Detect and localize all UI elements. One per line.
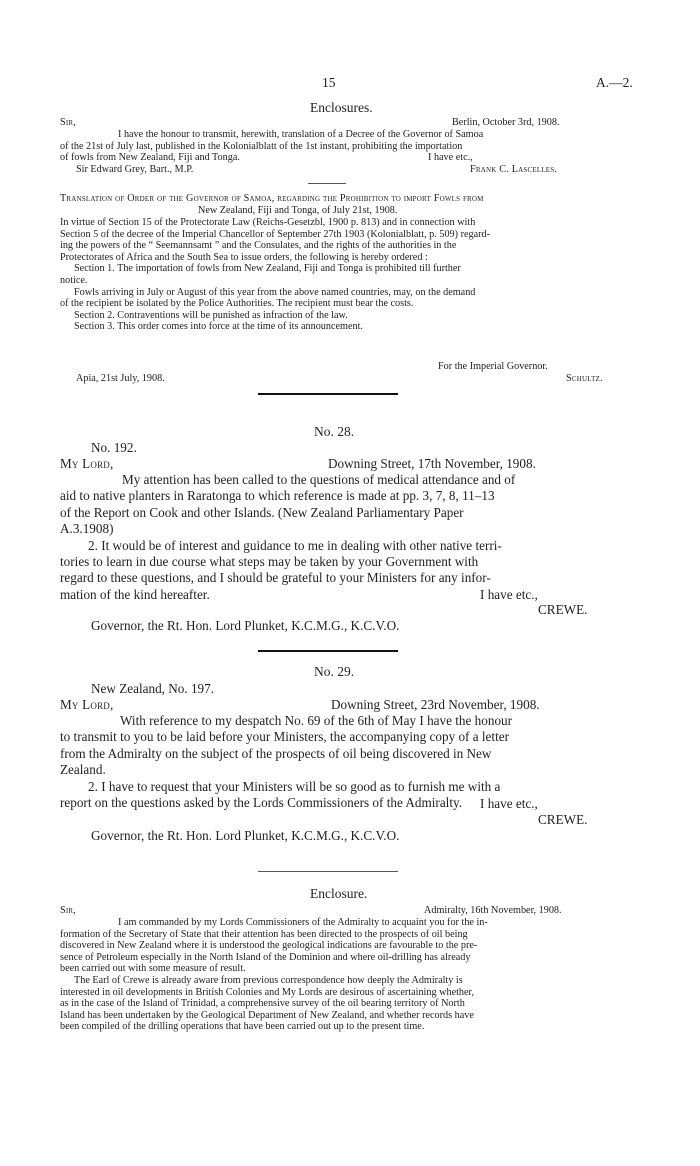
body-line: A.3.1908) — [60, 521, 114, 537]
body-line: Island has been undertaken by the Geological Department of New Zealand, and whether records have — [60, 1009, 474, 1021]
salutation: Sir, — [60, 905, 77, 916]
closing: I have etc., — [428, 152, 473, 163]
place-date: Downing Street, 17th November, 1908. — [328, 456, 536, 471]
body-line: The Earl of Crewe is already aware from previous correspondence how deeply the Admiralty is — [74, 974, 463, 986]
body-line: notice. — [60, 274, 88, 286]
body-line: With reference to my despatch No. 69 of the 6th of May I have the honour — [120, 713, 513, 728]
despatch-heading: No. 29. — [314, 664, 355, 679]
body-line: report on the questions asked by the Lords Commissioners of the Admiralty. — [60, 795, 463, 811]
document-reference: A.—2. — [596, 75, 633, 90]
body-line: My attention has been called to the questions of medical attendance and of — [122, 472, 516, 487]
section-rule — [258, 871, 398, 872]
section-rule — [258, 393, 398, 395]
place-date: Admiralty, 16th November, 1908. — [424, 905, 562, 916]
place-date: Apia, 21st July, 1908. — [76, 373, 165, 384]
despatch-body — [60, 472, 616, 603]
signature: Schultz. — [566, 373, 603, 384]
body-line: Fowls arriving in July or August of this year from the above named countries, may, on the demand — [74, 286, 476, 298]
salutation: Sir, — [60, 117, 77, 128]
body-line: from the Admiralty on the subject of the prospects of oil being discovered in New — [60, 745, 492, 761]
body-line: ing the powers of the “ Seemannsamt ” and the Consulates, and the rights of the authorities in the — [60, 240, 457, 252]
for-line: For the Imperial Governor. — [438, 361, 548, 372]
body-line: formation of the Secretary of State that their attention has been directed to the prospects of oil being — [60, 928, 468, 940]
signature: CREWE. — [538, 602, 588, 617]
translation-title: Translation of Order of the Governor of Samoa, regarding the Prohibition to import Fowls from — [60, 193, 484, 204]
body-line: Section 2. Contraventions will be punished as infraction of the law. — [74, 309, 348, 321]
body-line: tories to learn in due course what steps may be taken by your Government with — [60, 554, 479, 570]
body-line: aid to native planters in Raratonga to which reference is made at pp. 3, 7, 8, 11–13 — [60, 488, 495, 504]
body-line: Section 5 of the decree of the Imperial Chancellor of September 27th 1903 (Kolonialblatt, p. 509) regard- — [60, 228, 490, 240]
recipient: Governor, the Rt. Hon. Lord Plunket, K.C.M.G., K.C.V.O. — [91, 828, 400, 843]
place-date: Berlin, October 3rd, 1908. — [452, 117, 560, 128]
body-line: 2. I have to request that your Ministers will be so good as to furnish me with a — [88, 778, 501, 794]
place-date: Downing Street, 23rd November, 1908. — [331, 697, 540, 712]
enclosure-heading: Enclosure. — [310, 886, 368, 901]
body-line: of the 21st of July last, published in the Kolonialblatt of the 1st instant, prohibiting the importation — [60, 140, 463, 152]
body-line: as in the case of the Island of Trinidad, a comprehensive survey of the oil bearing territory of North — [60, 998, 465, 1010]
page-number: 15 — [322, 75, 336, 90]
body-line: sence of Petroleum especially in the North Island of the Dominion and where oil-drilling has already — [60, 951, 471, 963]
body-line: regard to these questions, and I should be grateful to your Ministers for any infor- — [60, 570, 491, 586]
body-line: of the Report on Cook and other Islands. (New Zealand Parliamentary Paper — [60, 504, 464, 520]
body-line: been carried out with some measure of result. — [60, 963, 246, 975]
body-line: I am commanded by my Lords Commissioners of the Admiralty to acquaint you for the in- — [118, 917, 488, 928]
letter-body — [60, 917, 616, 1033]
body-line: been compiled of the drilling operations that have been carried out up to the present time. — [60, 1021, 425, 1033]
salutation: My Lord, — [60, 697, 114, 712]
recipient: Sir Edward Grey, Bart., M.P. — [76, 164, 194, 175]
body-line: to transmit to you to be laid before your Ministers, the accompanying copy of a letter — [60, 729, 509, 745]
body-line: Zealand. — [60, 762, 106, 778]
enclosures-heading: Enclosures. — [310, 100, 373, 115]
body-line: I have the honour to transmit, herewith, translation of a Decree of the Governor of Samoa — [118, 129, 484, 140]
body-line: 2. It would be of interest and guidance to me in dealing with other native terri- — [88, 537, 502, 553]
salutation: My Lord, — [60, 456, 114, 471]
despatch-reference: No. 192. — [91, 440, 137, 455]
body-line: Section 1. The importation of fowls from New Zealand, Fiji and Tonga is prohibited till further — [74, 263, 461, 275]
closing: I have etc., — [480, 587, 538, 602]
body-line: Section 3. This order comes into force at the time of its announcement. — [74, 321, 363, 333]
section-rule — [258, 650, 398, 652]
signature: CREWE. — [538, 812, 588, 827]
body-line: interested in oil developments in British Colonies and My Lords are desirous of ascertaining whether, — [60, 986, 475, 998]
letter-body — [60, 129, 614, 164]
body-line: discovered in New Zealand where it is understood the geological indications are favourable to the pre- — [60, 940, 478, 952]
closing: I have etc., — [480, 796, 538, 811]
body-line: Protectorates of Africa and the South Sea to issue orders, the following is hereby ordered : — [60, 251, 428, 263]
despatch-heading: No. 28. — [314, 424, 355, 439]
recipient: Governor, the Rt. Hon. Lord Plunket, K.C.M.G., K.C.V.O. — [91, 618, 400, 633]
separator-rule — [308, 183, 346, 184]
translation-body — [60, 217, 614, 333]
despatch-reference: New Zealand, No. 197. — [91, 681, 215, 696]
body-line: of fowls from New Zealand, Fiji and Tonga. — [60, 152, 240, 164]
signature: Frank C. Lascelles. — [470, 164, 558, 175]
body-line: In virtue of Section 15 of the Protectorate Law (Reichs-Gesetzbl, 1900 p. 813) and in connection with — [60, 217, 476, 228]
translation-title-continued: New Zealand, Fiji and Tonga, of July 21st, 1908. — [198, 205, 398, 216]
body-line: mation of the kind hereafter. — [60, 586, 210, 602]
body-line: of the recipient be isolated by the Police Authorities. The recipient must bear the costs. — [60, 298, 414, 310]
